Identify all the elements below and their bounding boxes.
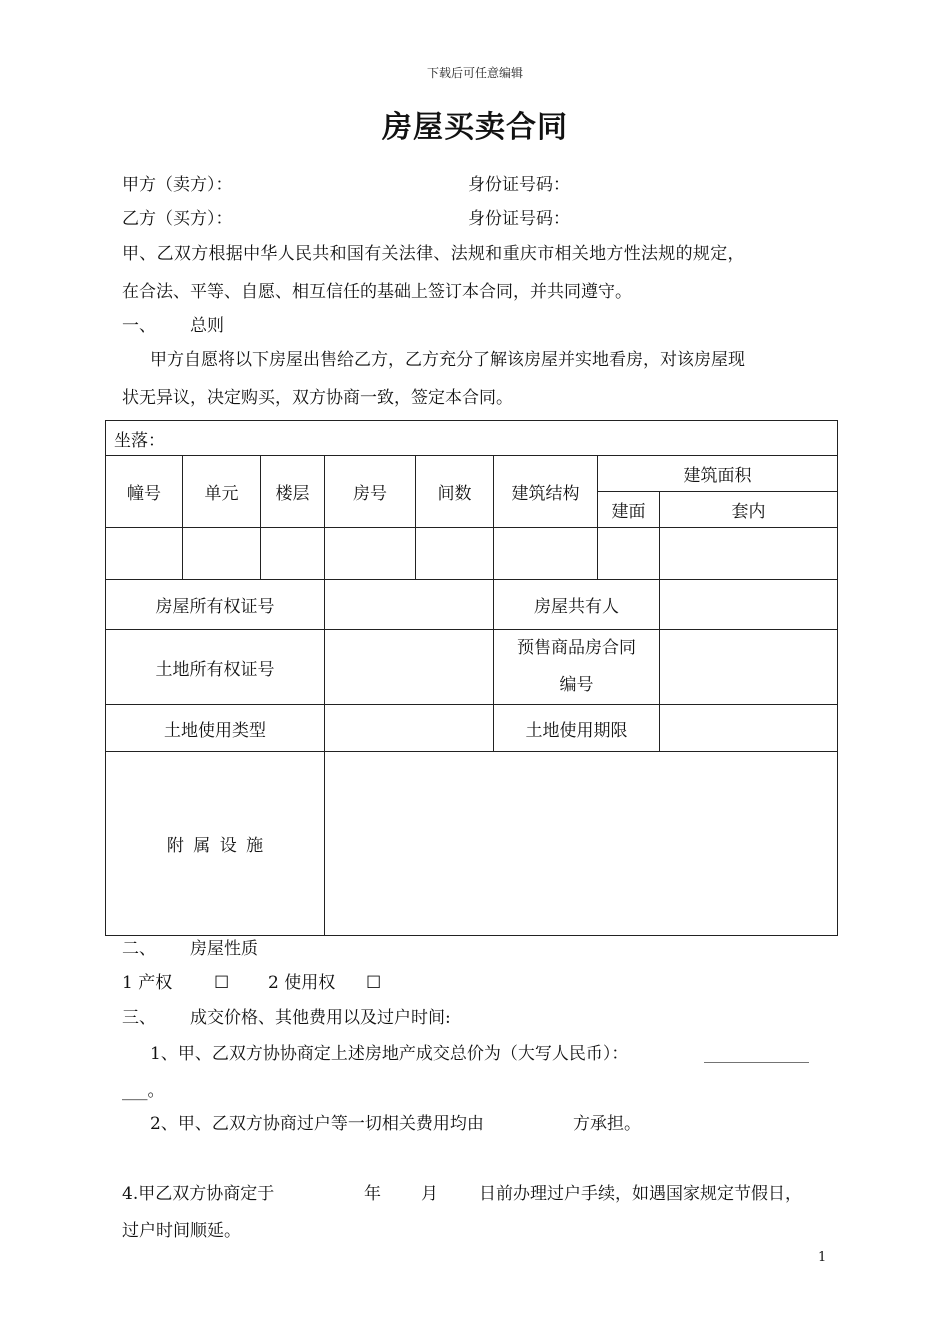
section-3-item-4-tail: 日前办理过户手续，如遇国家规定节假日， [479,1184,802,1204]
presale-label-line-1: 预售商品房合同 [517,638,636,658]
buyer-label: 乙方（买方）： [122,209,233,229]
intro-line-2: 在合法、平等、自愿、相互信任的基础上签订本合同，并共同遵守。 [122,282,632,302]
value-structure[interactable] [494,528,598,580]
section-1-number: 一、 [122,316,156,336]
section-1-heading: 总则 [190,316,224,336]
header-note: 下载后可任意编辑 [426,66,523,80]
section-3-item-4-prefix: 4.甲乙双方协商定于 [122,1184,275,1204]
land-use-term-value[interactable] [660,705,838,752]
land-cert-value[interactable] [325,630,494,705]
option-use-right-label: 2 使用权 [268,973,336,993]
option-ownership-checkbox[interactable]: ☐ [214,973,230,993]
value-area-inner[interactable] [660,528,838,580]
value-building[interactable] [106,528,183,580]
location-label: 坐落： [114,430,165,451]
document-title: 房屋买卖合同 [382,110,568,145]
buyer-id-label: 身份证号码： [468,209,570,229]
ownership-cert-label: 房屋所有权证号 [106,580,325,630]
section-2-heading: 房屋性质 [190,939,258,959]
page-number: 1 [818,1250,827,1265]
location-cell [106,421,838,456]
facilities-label: 附 属 设 施 [106,752,325,936]
item-4-month-label: 月 [421,1184,438,1204]
facilities-value[interactable] [325,752,838,936]
col-floor: 楼层 [261,456,325,528]
section-3-number: 三、 [122,1008,156,1028]
land-use-type-value[interactable] [325,705,494,752]
option-use-right-checkbox[interactable]: ☐ [366,973,382,993]
co-owner-label: 房屋共有人 [494,580,660,630]
value-floor[interactable] [261,528,325,580]
option-ownership-label: 1 产权 [122,973,173,993]
value-room[interactable] [325,528,416,580]
col-area-gross: 建面 [598,492,660,528]
seller-label: 甲方（卖方）： [122,175,233,195]
section-3-item-4-line-2: 过户时间顺延。 [122,1221,241,1241]
col-unit: 单元 [183,456,261,528]
property-info-table [105,420,838,936]
col-building: 幢号 [106,456,183,528]
item-4-year-label: 年 [364,1184,381,1204]
price-blank-field[interactable]: ______________ [704,1045,809,1063]
value-unit[interactable] [183,528,261,580]
section-3-item-2: 2、甲、乙双方协商过户等一切相关费用均由 [150,1114,484,1134]
presale-contract-value[interactable] [660,630,838,705]
col-area: 建筑面积 [598,456,838,492]
value-rooms-count[interactable] [416,528,494,580]
seller-id-label: 身份证号码： [468,175,570,195]
presale-contract-label [494,630,660,705]
section-3-item-2-tail: 方承担。 [573,1114,641,1134]
presale-label-line-2: 编号 [559,675,594,695]
ownership-cert-value[interactable] [325,580,494,630]
section-1-para-line-1: 甲方自愿将以下房屋出售给乙方，乙方充分了解该房屋并实地看房，对该房屋现 [150,350,745,370]
section-2-number: 二、 [122,939,156,959]
price-blank-continuation: ___。 [122,1081,165,1101]
col-structure: 建筑结构 [494,456,598,528]
col-area-inner: 套内 [660,492,838,528]
land-use-term-label: 土地使用期限 [494,705,660,752]
section-1-para-line-2: 状无异议，决定购买，双方协商一致，签定本合同。 [122,388,513,408]
col-room: 房号 [325,456,416,528]
co-owner-value[interactable] [660,580,838,630]
col-rooms-count: 间数 [416,456,494,528]
land-use-type-label: 土地使用类型 [106,705,325,752]
value-area-gross[interactable] [598,528,660,580]
section-3-item-1: 1、甲、乙双方协协商定上述房地产成交总价为（大写人民币）： [150,1044,629,1064]
land-cert-label: 土地所有权证号 [106,630,325,705]
intro-line-1: 甲、乙双方根据中华人民共和国有关法律、法规和重庆市相关地方性法规的规定， [122,244,745,264]
section-3-heading: 成交价格、其他费用以及过户时间: [190,1008,451,1028]
